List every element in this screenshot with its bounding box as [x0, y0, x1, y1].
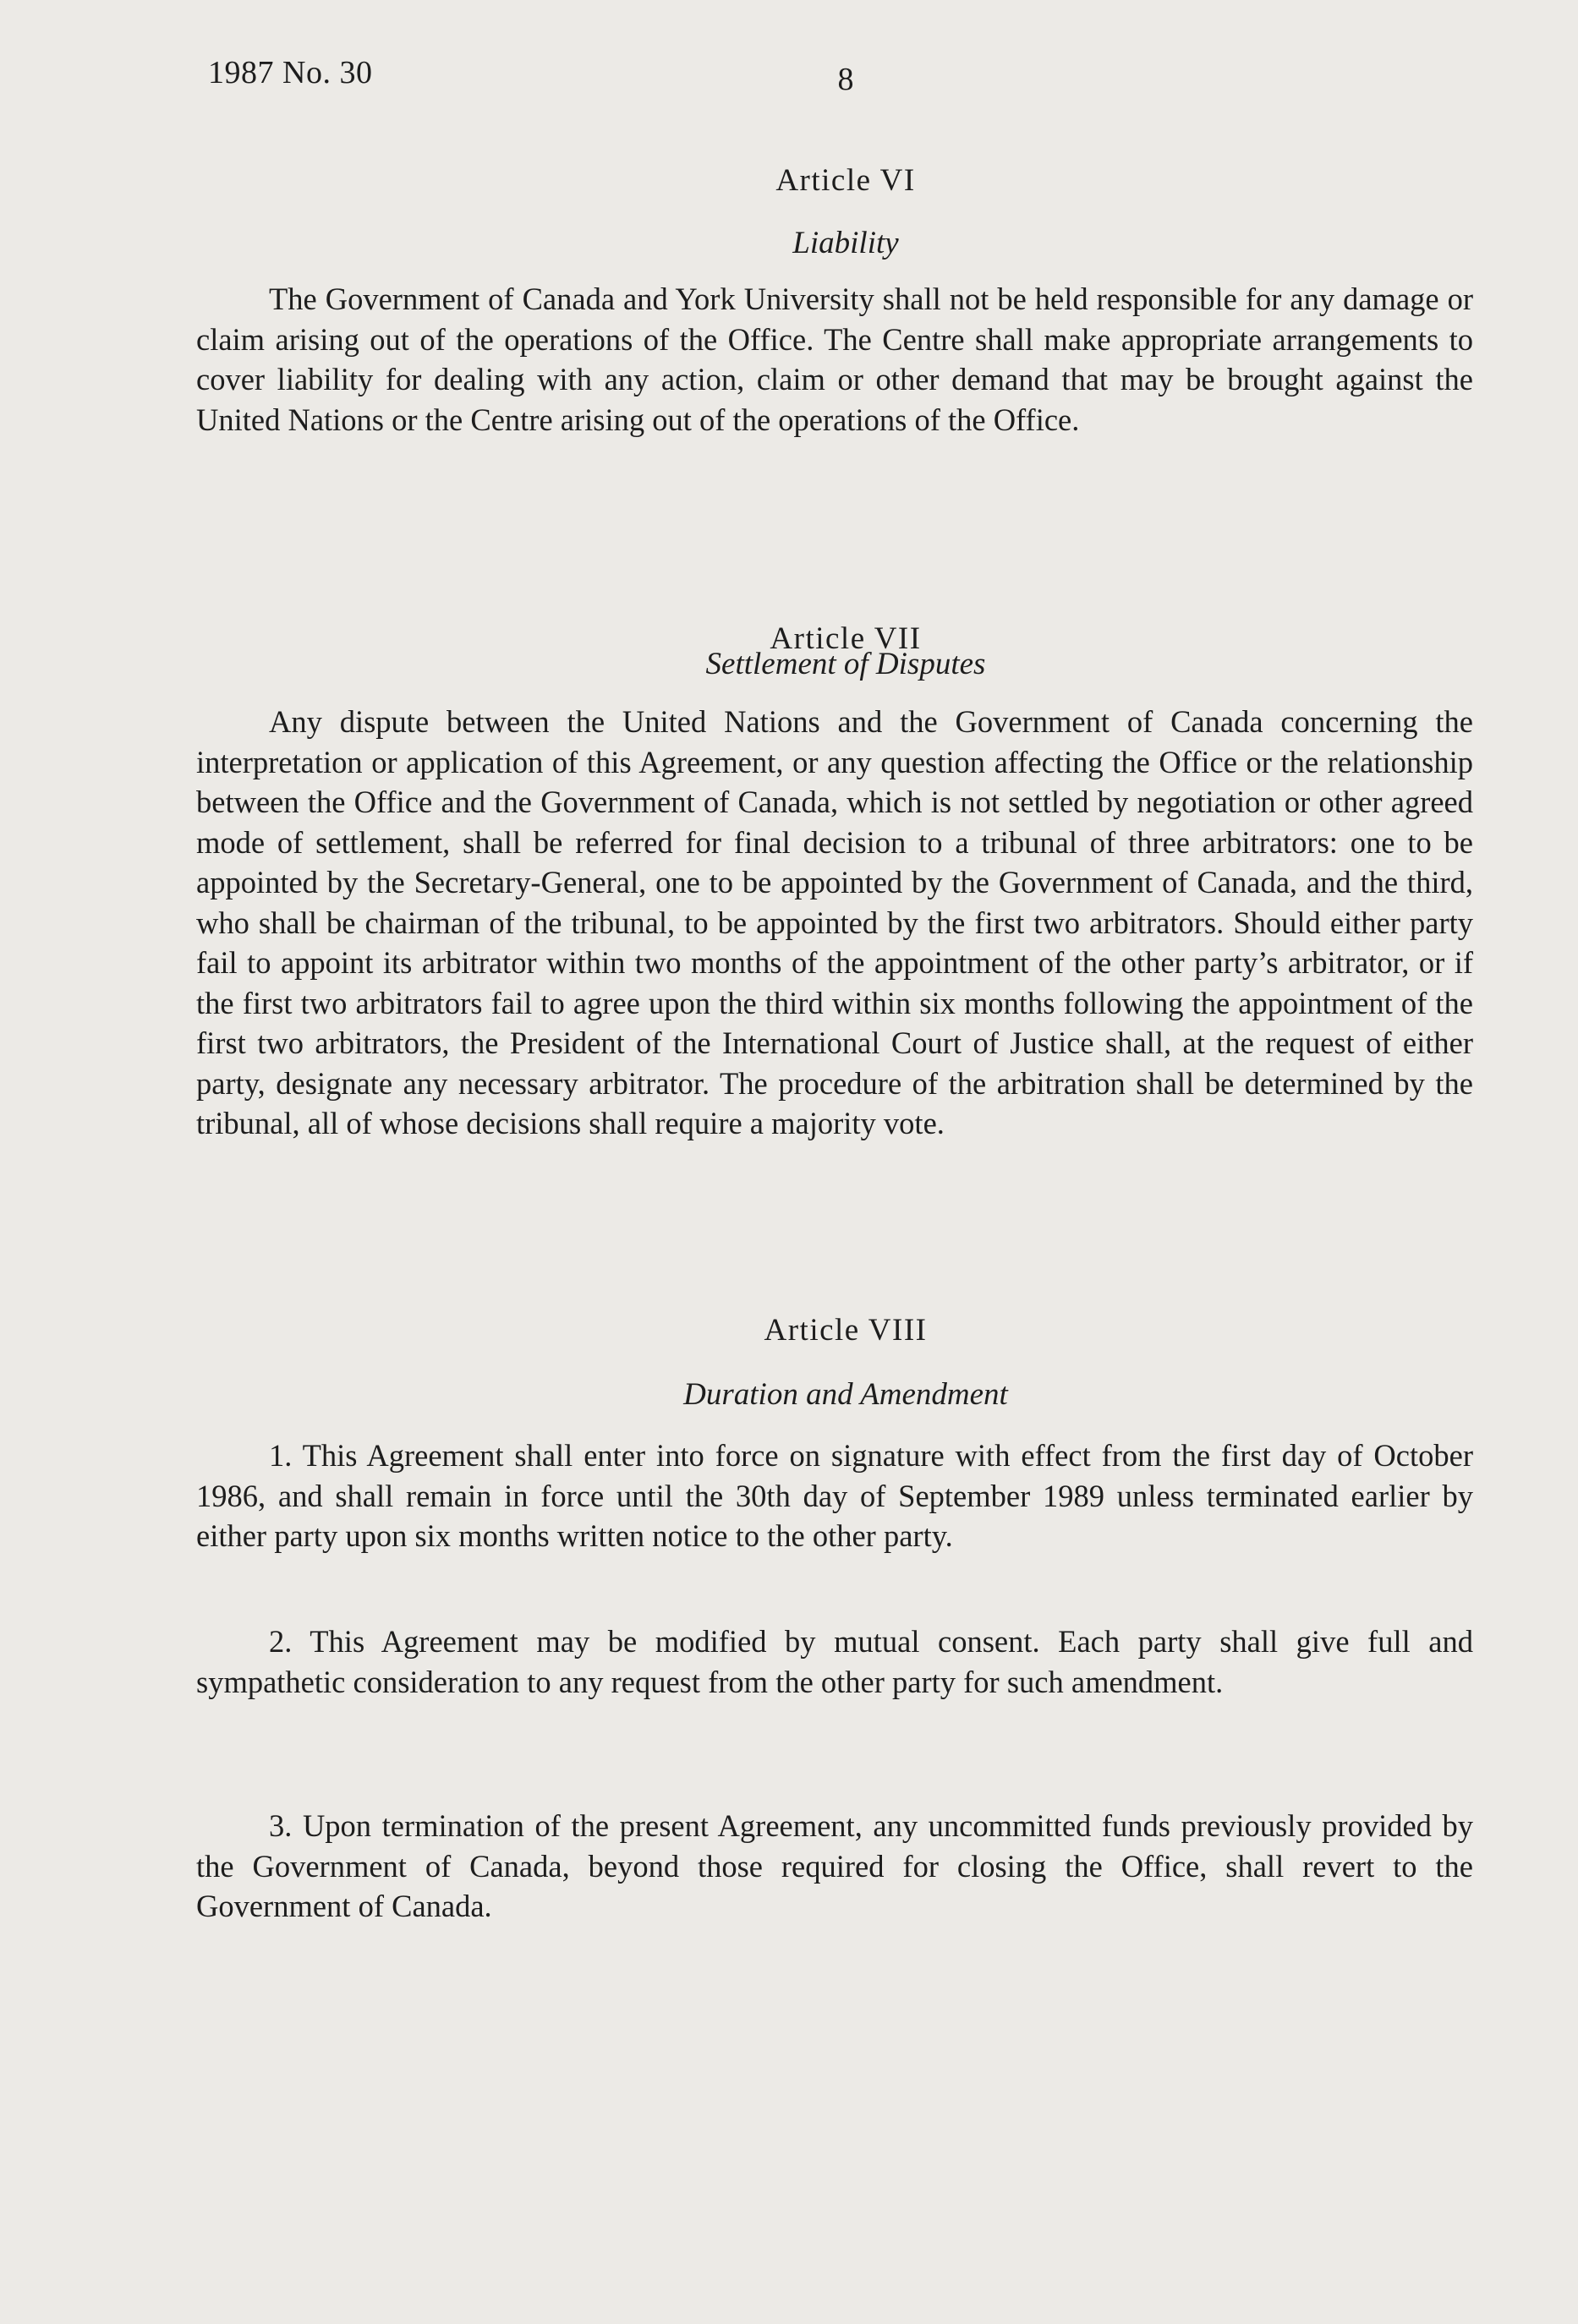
- article-6-paragraph: The Government of Canada and York University shall not be held responsible for any damage or claim arising out of the operations of the Office. The Centre shall make appropriate arrangements to cover liability for dealing with any action, claim or other demand that may be brought against the United Nations or the Centre arising out of the operations of the Office.: [196, 282, 1473, 437]
- article-8-paragraph-2: 2. This Agreement may be modified by mutual consent. Each party shall give full and sympathetic consideration to any request from the other party for such amendment.: [196, 1624, 1473, 1699]
- article-8-paragraph-1: 1. This Agreement shall enter into force on signature with effect from the first day of October 1986, and shall remain in force until the 30th day of September 1989 unless terminated earlier by either party upon six months written notice to the other party.: [196, 1438, 1473, 1553]
- page-number: 8: [837, 62, 854, 97]
- article-6-title: Liability: [792, 226, 899, 260]
- article-8-paragraph-3: 3. Upon termination of the present Agreement, any uncommitted funds previously provided by the Government of Canada, beyond those required for closing the Office, shall revert to the Government of Canada.: [196, 1808, 1473, 1923]
- article-8-heading: Article VIII: [764, 1313, 928, 1348]
- article-7-paragraph: Any dispute between the United Nations and the Government of Canada concerning the interpretation or application of this Agreement, or any question affecting the Office or the relationship between the Office and the Government of Canada, which is not settled by negotiation or other agreed mode of settlement, shall be referred for final decision to a tribunal of three arbitrators: one to be appointed by the Secretary-General, one to be appointed by the Government of Canada, and the third, who shall be chairman of the tribunal, to be appointed by the first two arbitrators. Should either party fail to appoint its arbitrator within two months of the appointment of the other party’s arbitrator, or if the first two arbitrators fail to agree upon the third within six months following the appointment of the first two arbitrators, the President of the International Court of Justice shall, at the request of either party, designate any necessary arbitrator. The procedure of the arbitration shall be determined by the tribunal, all of whose decisions shall require a majority vote.: [196, 704, 1473, 1140]
- article-6-heading: Article VI: [775, 163, 916, 198]
- article-7-heading: Article VII: [770, 621, 922, 656]
- article-8-title: Duration and Amendment: [683, 1377, 1008, 1412]
- statute-reference: 1987 No. 30: [208, 55, 373, 90]
- article-7-title: Settlement of Disputes: [705, 647, 986, 681]
